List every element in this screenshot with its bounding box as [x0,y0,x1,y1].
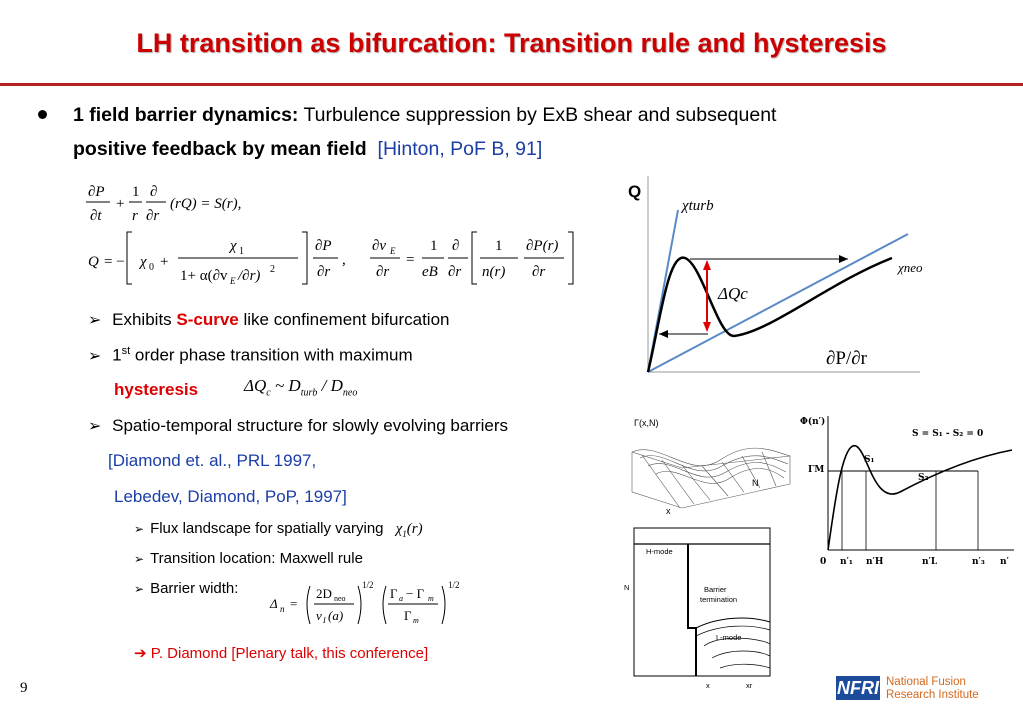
flux-landscape-figure [620,410,802,518]
arrow-bullet-icon: ➢ [88,347,102,365]
svg-text:∂: ∂ [150,184,158,200]
svg-text:r: r [132,208,138,224]
bullet-line-2 [73,138,542,161]
svg-text:2: 2 [270,264,275,275]
highlight-s-curve: S-curve [176,310,239,329]
svg-text:∂r: ∂r [376,264,390,280]
svg-text:1: 1 [430,238,438,254]
svg-text:− Γ: − Γ [406,586,425,601]
slide-title: LH transition as bifurcation: Transition rule and hysteresis [136,28,887,58]
svg-text:∂: ∂ [452,238,460,254]
title-divider [0,83,1023,86]
landscape-n-axis: N [752,478,759,488]
arrow-bullet-icon: ➢ [134,582,145,596]
svg-text:= −: = − [104,254,125,270]
svg-text:n(r): n(r) [482,264,506,280]
svg-text:∂r: ∂r [317,264,331,280]
barrier-x-axis: x [706,681,710,690]
tick-label: n′H [866,557,884,567]
h-mode-label: H-mode [646,547,673,556]
svg-text:1: 1 [239,246,244,257]
chi-neo-label: χneo [898,260,923,275]
reference-lebedev: Lebedev, Diamond, PoP, 1997] [114,487,347,506]
svg-text:∂v: ∂v [372,238,387,254]
page-number: 9 [20,680,28,696]
svg-text:+: + [116,196,125,212]
svg-text:,: , [342,252,346,268]
svg-text:eB: eB [422,264,438,280]
logo-line-2: Research Institute [886,689,979,701]
arrow-bullet-icon: ➢ [88,312,102,329]
nfri-logo-mark: NFRI [837,678,879,698]
svg-text:χ: χ [140,254,147,270]
hysteresis-formula: $\Delta Q_c$ ~ $D_{turb} / D_{neo}$ [244,376,358,399]
svg-text:+: + [160,254,169,270]
subitem-barrier-width: ➢ Barrier width: [134,580,239,597]
arrow-bullet-icon: ➢ [134,522,145,536]
logo-line-1: National Fusion [886,676,966,688]
tick-label: n′₁ [840,557,853,567]
svg-text:2D: 2D [316,586,332,601]
reference-hinton: [Hinton, PoF B, 91] [377,138,543,160]
barrier-xr-axis: xr [746,681,753,690]
svg-text:∂t: ∂t [90,208,102,224]
barrier-structure-figure [620,520,780,698]
gamma-m-label: ΓM [808,465,825,475]
bullet-text: Turbulence suppression by ExB shear and subsequent [298,104,777,126]
svg-text:∂r: ∂r [532,264,546,280]
svg-text:Γ: Γ [390,586,398,601]
svg-text:Γ: Γ [404,608,412,623]
subitem-flux-landscape: ➢ Flux landscape for spatially varying $\chi_1(r)$ [134,520,423,539]
svg-text:χ: χ [230,238,237,254]
svg-text:∂P(r): ∂P(r) [526,238,559,254]
transport-equations [80,176,600,296]
chi-turb-label: χturb [682,198,714,214]
svg-text:m: m [428,594,434,603]
tick-label: 0 [820,557,827,567]
svg-text:1/2: 1/2 [448,580,460,590]
barrier-term-label-1: Barrier [704,585,727,594]
maxwell-rule-figure [800,410,1022,570]
svg-text:Q: Q [88,254,99,270]
list-item-phase-transition: ➢ 1st order phase transition with maximum [88,345,413,365]
l-mode-label: L-mode [716,633,742,642]
svg-text:Δ: Δ [270,596,278,611]
svg-text:∂P: ∂P [315,238,332,254]
svg-text:∂P: ∂P [88,184,105,200]
svg-text:1: 1 [132,184,140,200]
landscape-x-axis: x [666,506,671,516]
svg-text:m: m [413,616,419,625]
svg-text:E: E [390,246,396,256]
barrier-term-label-2: termination [700,595,738,604]
svg-text:(rQ) = S(r),: (rQ) = S(r), [170,196,242,212]
svg-text:a: a [399,594,403,603]
s2-label: S₂ [918,473,929,483]
tick-label: n′₃ [972,557,985,567]
svg-text:0: 0 [149,262,154,273]
reference-diamond: [Diamond et. al., PRL 1997, [108,451,317,470]
svg-text:=: = [290,596,298,611]
s1-label: S₁ [864,455,875,465]
arrow-bullet-icon: ➢ [88,418,102,435]
tick-label: n′L [922,557,938,567]
s-curve-ylabel: Q [628,182,642,201]
plenary-reference: ➔ P. Diamond [Plenary talk, this conference] [134,645,429,662]
svg-text:=: = [406,252,415,268]
maxwell-ylabel: Φ(n′) [800,417,826,427]
list-item-spatio-temporal: ➢ Spatio-temporal structure for slowly evolving barriers [88,416,509,435]
landscape-label: Γ(x,N) [634,418,659,428]
bullet-dot-icon [38,110,47,119]
chi1-formula: $\chi_1(r)$ [395,521,423,539]
subitem-maxwell-rule: ➢ Transition location: Maxwell rule [134,550,363,567]
svg-text:∂r: ∂r [146,208,160,224]
svg-text:∂r: ∂r [448,264,462,280]
bullet-label-2: positive feedback by mean field [73,138,367,160]
arrow-bullet-icon: ➢ [134,552,145,566]
svg-text:I: I [323,616,326,625]
barrier-n-axis: N [624,583,630,592]
bullet-label: 1 field barrier dynamics: [73,104,299,126]
svg-text:(a): (a) [328,608,344,623]
delta-q-label: ΔQc [718,284,748,303]
svg-text:E: E [230,276,236,286]
maxwell-equation: S = S₁ - S₂ = 0 [912,429,984,439]
tick-label: n′ [1000,557,1009,567]
barrier-width-formula [268,578,498,630]
s-curve-xlabel: ∂P/∂r [826,348,867,369]
highlight-hysteresis: hysteresis [114,380,199,399]
list-item-s-curve: ➢ Exhibits S-curve like confinement bifurcation [88,310,450,329]
s-curve-figure [630,172,925,380]
svg-text:/∂r): /∂r) [238,268,261,284]
svg-text:neo: neo [334,594,346,603]
bullet-line-1 [73,104,776,127]
svg-text:n: n [280,604,285,614]
svg-text:1: 1 [495,238,503,254]
right-arrow-icon: ➔ [134,645,147,662]
svg-text:v: v [316,608,322,623]
svg-text:1/2: 1/2 [362,580,374,590]
svg-text:1+ α(∂v: 1+ α(∂v [180,268,228,284]
